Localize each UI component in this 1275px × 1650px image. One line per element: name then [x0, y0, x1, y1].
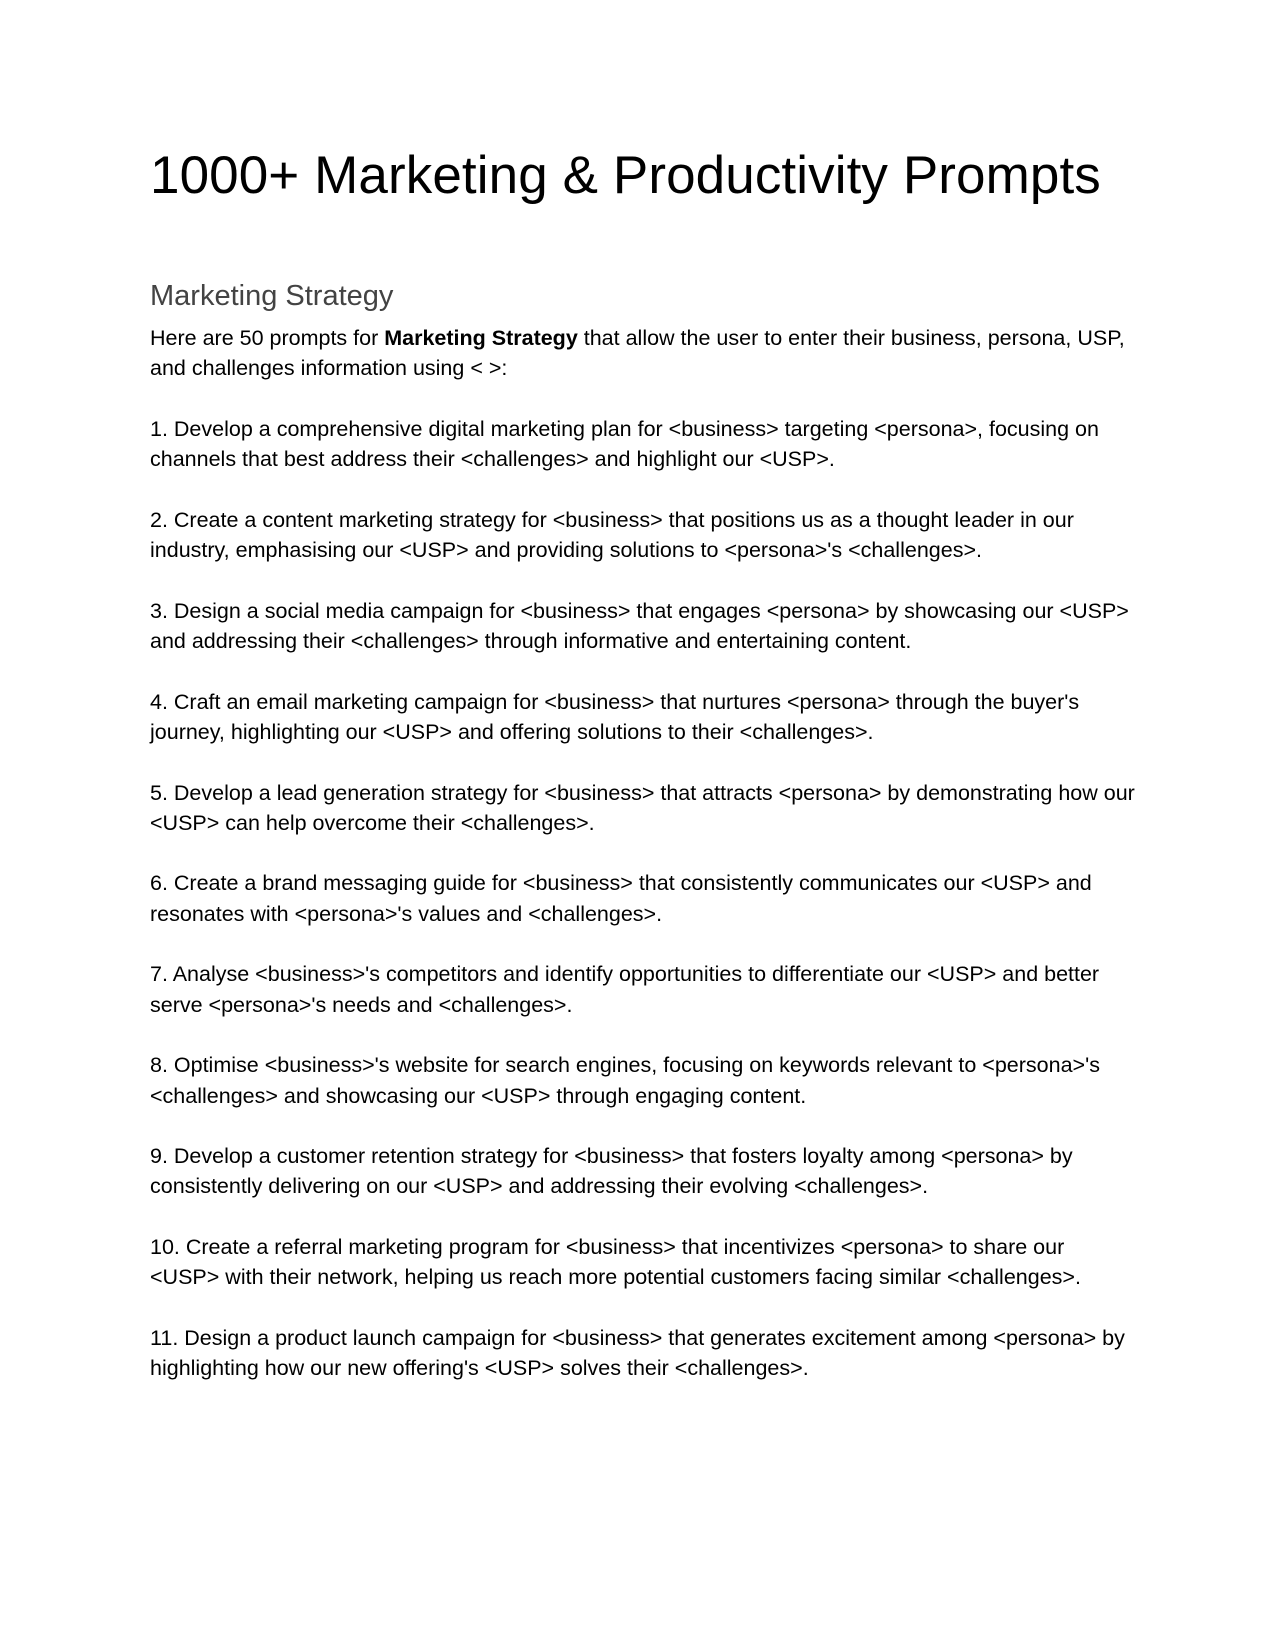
- prompt-item-6: 6. Create a brand messaging guide for <business> that consistently communicates our <USP> and resonates with <persona>'s values and <challenges>.: [150, 871, 1092, 926]
- section-intro: [150, 323, 1135, 384]
- prompt-item-9: 9. Develop a customer retention strategy for <business> that fosters loyalty among <persona> by consistently delivering on our <USP> and addressing their evolving <challenges>.: [150, 1144, 1073, 1199]
- document-title: 1000+ Marketing & Productivity Prompts: [150, 146, 1101, 205]
- intro-prefix: Here are 50 prompts for: [150, 326, 385, 350]
- prompt-item-4: 4. Craft an email marketing campaign for <business> that nurtures <persona> through the buyer's journey, highlighting our <USP> and offering solutions to their <challenges>.: [150, 689, 1080, 744]
- prompt-item-1: 1. Develop a comprehensive digital marketing plan for <business> targeting <persona>, focusing on channels that best address their <challenges> and highlight our <USP>.: [150, 417, 1099, 472]
- prompt-item-5: 5. Develop a lead generation strategy for <business> that attracts <persona> by demonstrating how our <USP> can help overcome their <challenges>.: [150, 780, 1135, 835]
- intro-suffix: that allow the user to enter their business, persona, USP, and challenges information using < >:: [150, 326, 1125, 381]
- prompt-item-8: 8. Optimise <business>'s website for search engines, focusing on keywords relevant to <persona>'s <challenges> and showcasing our <USP> through engaging content.: [150, 1053, 1100, 1108]
- prompt-item-3: 3. Design a social media campaign for <business> that engages <persona> by showcasing our <USP> and addressing their <challenges> through informative and entertaining content.: [150, 598, 1129, 654]
- intro-bold-term: Marketing Strategy: [384, 326, 578, 350]
- prompt-item-7: 7. Analyse <business>'s competitors and identify opportunities to differentiate our <USP> and better serve <persona>'s needs and <challenges>.: [150, 962, 1100, 1017]
- section-heading: Marketing Strategy: [150, 280, 394, 312]
- prompt-item-11: 11. Design a product launch campaign for <business> that generates excitement among <persona> by highlighting how our new offering's <USP> solves their <challenges>.: [150, 1325, 1125, 1381]
- prompt-item-2: 2. Create a content marketing strategy for <business> that positions us as a thought leader in our industry, emphasising our <USP> and providing solutions to <persona>'s <challenges>.: [150, 507, 1074, 563]
- prompt-list: [150, 414, 1135, 1414]
- prompt-item-10: 10. Create a referral marketing program for <business> that incentivizes <persona> to share our <USP> with their network, helping us reach more potential customers facing similar <challenges>.: [150, 1235, 1081, 1290]
